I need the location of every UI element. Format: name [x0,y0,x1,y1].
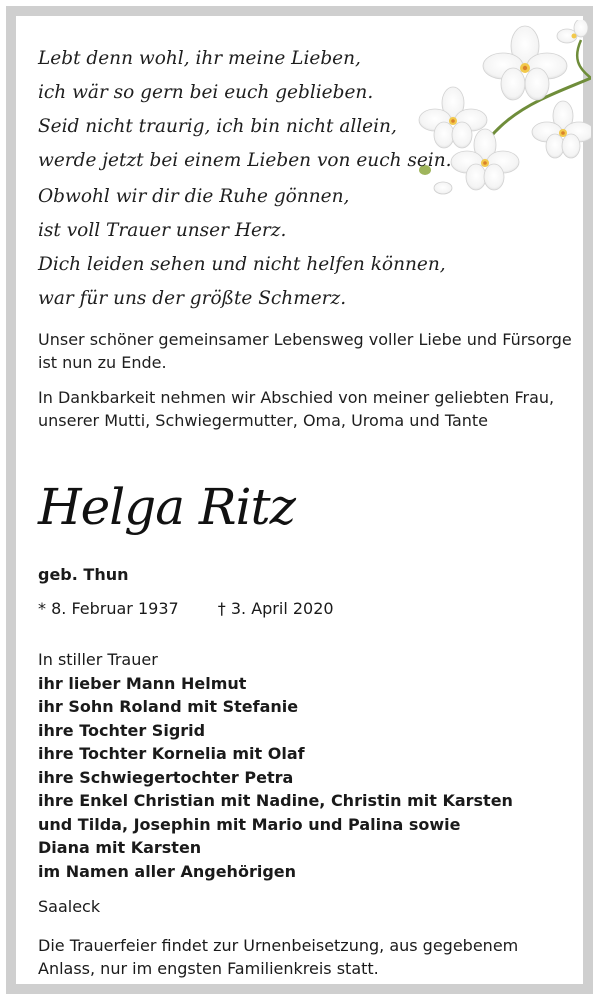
mourner-line: Diana mit Karsten [38,838,202,857]
poem-line: Lebt denn wohl, ihr meine Lieben, [38,48,361,69]
poem-stanza-2 [38,180,446,316]
mourner-line: ihre Tochter Sigrid [38,720,206,740]
mourner-line: im Namen aller Angehörigen [38,861,297,881]
poem-line: Dich leiden sehen und nicht helfen können, [38,254,446,275]
deceased-name: Helga Ritz [38,478,295,536]
mourner-line: ihre Tochter Kornelia mit Olaf [38,744,305,763]
poem-stanza-1 [38,42,452,178]
death-date: † 3. April 2020 [217,599,334,618]
life-dates [38,598,334,620]
poem-line: Seid nicht traurig, ich bin nicht allein, [38,116,397,137]
birth-name: geb. Thun [38,565,129,584]
mourners-list [38,648,573,883]
gratitude-paragraph: In Dankbarkeit nehmen wir Abschied von meiner geliebten Frau, unserer Mutti, Schwiegermutter, Oma, Uroma und Tante [38,388,555,430]
obituary-content [24,24,583,992]
poem-line: ist voll Trauer unser Herz. [38,220,287,241]
birth-date: * 8. Februar 1937 [38,599,179,618]
mourners-intro: In stiller Trauer [38,650,158,669]
mourner-line: und Tilda, Josephin mit Mario und Palina sowie [38,814,461,834]
funeral-notice: Die Trauerfeier findet zur Urnenbeisetzung, aus gegebenem Anlass, nur im engsten Familienkreis statt. [38,936,519,978]
poem-line: ich wär so gern bei euch geblieben. [38,82,374,103]
poem-line: werde jetzt bei einem Lieben von euch sein. [38,150,452,171]
farewell-paragraph: Unser schöner gemeinsamer Lebensweg voller Liebe und Fürsorge ist nun zu Ende. [38,330,572,372]
poem-line: war für uns der größte Schmerz. [38,288,347,309]
mourner-line: ihr lieber Mann Helmut [38,673,247,693]
place-name: Saaleck [38,897,101,916]
mourner-line: ihre Schwiegertochter Petra [38,767,294,787]
poem-line: Obwohl wir dir die Ruhe gönnen, [38,186,350,207]
obituary-frame [6,6,593,994]
mourner-line: ihre Enkel Christian mit Nadine, Christin mit Karsten [38,791,513,810]
mourner-line: ihr Sohn Roland mit Stefanie [38,697,299,716]
